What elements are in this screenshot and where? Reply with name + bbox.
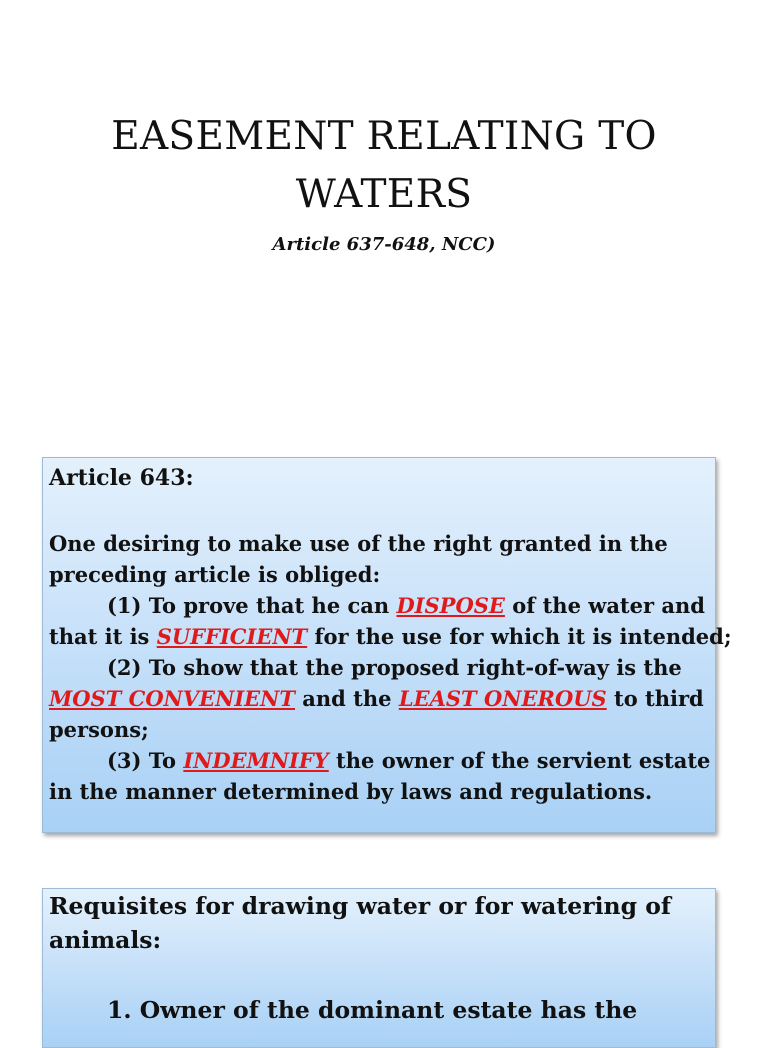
item-3-line-2: in the manner determined by laws and regulations. [49, 779, 653, 804]
page-title-line-2: WATERS [295, 172, 473, 217]
requisites-heading-line-1: Requisites for drawing water or for watering of [49, 892, 672, 920]
article-643-card [42, 457, 732, 833]
requisites-heading-line-2: animals: [49, 926, 162, 954]
item-2-line-3: persons; [49, 717, 149, 742]
item-1-line-2-suffix: for the use for which it is intended; [307, 624, 732, 649]
item-1-line-2-prefix: that it is [49, 624, 157, 649]
highlight-indemnify: INDEMNIFY [183, 748, 329, 773]
item-3-prefix: (3) To [107, 748, 184, 773]
item-1-line-2 [49, 621, 732, 652]
intro-line-1: One desiring to make use of the right granted in the [49, 531, 668, 556]
highlight-dispose: DISPOSE [396, 593, 505, 618]
page-subtitle: Article 637-648, NCC) [272, 234, 496, 255]
item-2-line-1 [49, 652, 709, 683]
item-3-suffix: the owner of the servient estate [328, 748, 711, 773]
spacer [49, 957, 709, 993]
highlight-least-onerous: LEAST ONEROUS [398, 686, 607, 711]
article-heading: Article 643: [49, 465, 194, 491]
item-2-suffix: to third [606, 686, 704, 711]
highlight-most-convenient: MOST CONVENIENT [49, 686, 295, 711]
item-1-prefix: (1) To prove that he can [107, 593, 397, 618]
item-3-line-1 [49, 745, 709, 776]
requisite-item-1: 1. Owner of the dominant estate has the [107, 996, 638, 1024]
item-2-line-2 [49, 683, 709, 714]
page-title-line-1: EASEMENT RELATING TO [111, 114, 657, 159]
highlight-sufficient: SUFFICIENT [156, 624, 308, 649]
intro-line-2: preceding article is obliged: [49, 562, 381, 587]
item-2-text: (2) To show that the proposed right-of-way is the [107, 655, 682, 680]
page-title [0, 108, 768, 224]
requisites-card [42, 888, 716, 1048]
item-1-line-1 [49, 590, 709, 621]
item-1-mid: of the water and [504, 593, 705, 618]
item-2-mid: and the [295, 686, 399, 711]
